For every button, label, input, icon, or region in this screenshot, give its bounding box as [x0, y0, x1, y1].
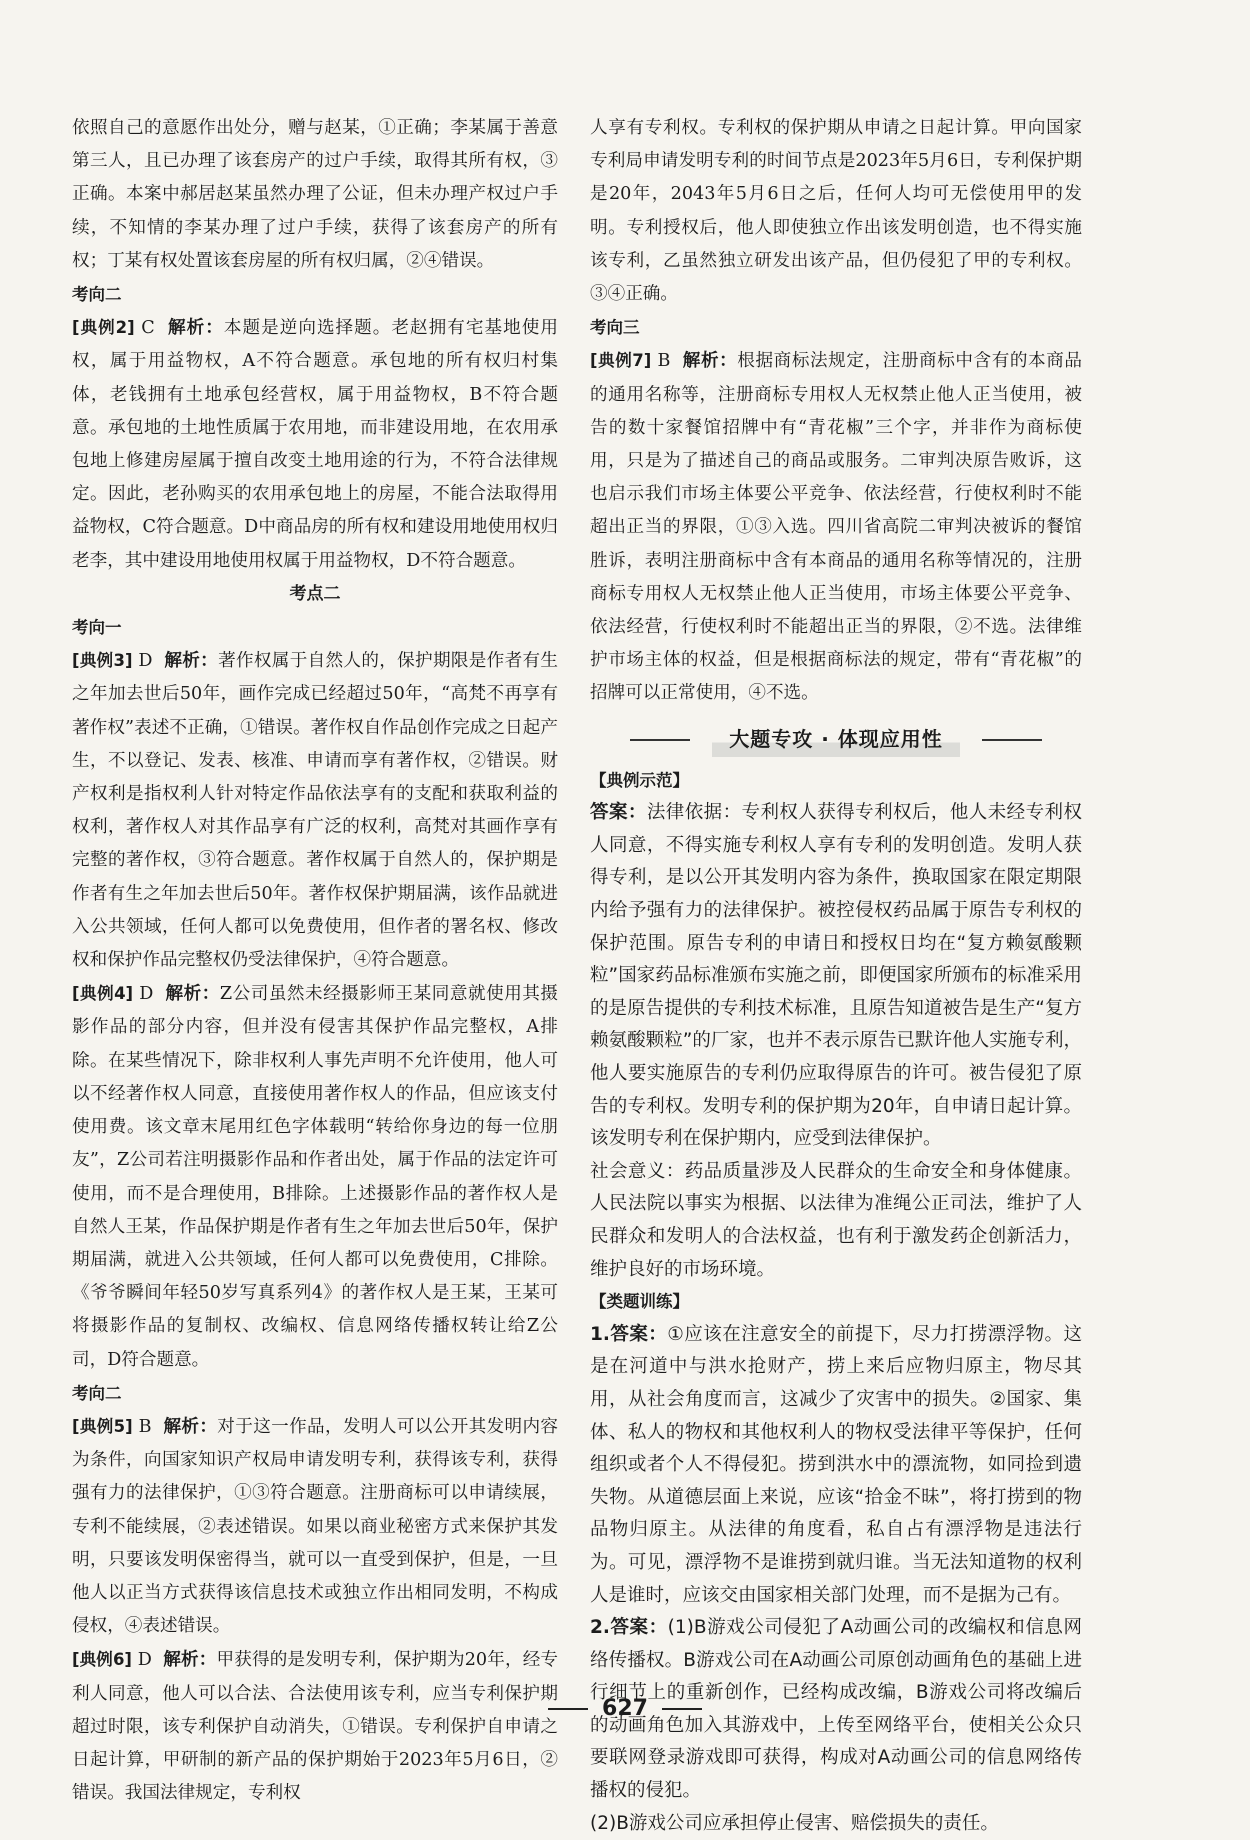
answer-label: 答案：	[590, 802, 647, 824]
analysis-label: 解析：	[682, 351, 738, 372]
example-4	[72, 977, 558, 1376]
answer-letter: D	[137, 1650, 152, 1671]
analysis-text: 著作权属于自然人的，保护期限是作者有生之年加去世后50年，画作完成已经超过50年，“高梵不再享有著作权”表述不正确，①错误。著作权自作品创作完成之日起产生，不以登记、发表、核准、申请而享有著作权，②错误。财产权利是指权利人针对特定作品依法享有的支配和获取利益的权利，著作权人对其作品享有广泛的权利，高梵对其画作享有完整的著作权，③符合题意。著作权属于自然人的，保护期是作者有生之年加去世后50年。著作权保护期届满，该作品就进入公共领域，任何人都可以免费使用，但作者的署名权、修改权和保护作品完整权仍受法律保护，④符合题意。	[72, 651, 558, 971]
question-label: 2.答案：	[590, 1617, 668, 1639]
subsection-heading: 【类题训练】	[590, 1292, 689, 1312]
example-5	[72, 1410, 558, 1643]
analysis-label: 解析：	[163, 1416, 218, 1437]
right-column	[590, 112, 1082, 1840]
paragraph: 依照自己的意愿作出处分，赠与赵某，①正确；李某属于善意第三人，且已办理了该套房产的过户手续，取得其所有权，③正确。本案中郝居赵某虽然办理了公证，但未办理产权过户手续，不知情的李某办理了过户手续，获得了该套房产的所有权；丁某有权处置该套房屋的所有权归属，②④错误。	[72, 118, 558, 271]
analysis-label: 解析：	[165, 984, 220, 1005]
question-answer: (1)B游戏公司侵犯了A动画公司的改编权和信息网络传播权。B游戏公司在A动画公司原创动画角色的基础上进行细节上的重新创作，已经构成改编，B游戏公司将改编后的动画角色加入其游戏中，上传至网络平台，使相关公众只要联网登录游戏即可获得，构成对A动画公司的信息网络传播权的侵犯。	[590, 1617, 1082, 1802]
question-answer: ①应该在注意安全的前提下，尽力打捞漂浮物。这是在河道中与洪水抢财产，捞上来后应物归原主，物尽其用，从社会角度而言，这减少了灾害中的损失。②国家、集体、私人的物权和其他权利人的物权受法律平等保护，任何组织或者个人不得侵犯。捞到洪水中的漂流物，如同捡到遗失物。从道德层面上来说，应该“拾金不昧”，将打捞到的物品物归原主。从法律的角度看，私自占有漂浮物是违法行为。可见，漂浮物不是谁捞到就归谁。当无法知道物的权利人是谁时，应该交由国家相关部门处理，而不是据为己有。	[590, 1323, 1082, 1606]
analysis-label: 解析：	[164, 651, 219, 672]
section-banner	[590, 721, 1082, 757]
question-label: 1.答案：	[590, 1323, 668, 1345]
answer-text: 法律依据：专利权人获得专利权后，他人未经专利权人同意，不得实施专利权人享有专利的发明创造。发明人获得专利，是以公开其发明内容为条件，换取国家在限定期限内给予强有力的法律保护。被控侵权药品属于原告专利权的保护范围。原告专利的申请日和授权日均在“复方赖氨酸颗粒”国家药品标准颁布实施之前，即便国家所颁布的标准采用的是原告提供的专利技术标准，且原告知道被告是生产“复方赖氨酸颗粒”的厂家，也并不表示原告已默许他人实施专利，他人要实施原告的专利仍应取得原告的许可。被告侵犯了原告的专利权。发明专利的保护期为20年，自申请日起计算。该发明专利在保护期内，应受到法律保护。	[590, 802, 1082, 1150]
example-label: [典例7]	[590, 351, 652, 371]
example-6	[72, 1643, 558, 1810]
example-2	[72, 311, 558, 578]
section-heading: 考向一	[72, 618, 122, 638]
analysis-text: Z公司虽然未经摄影师王某同意就使用其摄影作品的部分内容，但并没有侵害其保护作品完整权，A排除。在某些情况下，除非权利人事先声明不允许使用，他人可以不经著作权人同意，直接使用著作权人的作品，但应该支付使用费。该文章末尾用红色字体载明“转给你身边的每一位朋友”，Z公司若注明摄影作品和作者出处，属于作品的法定许可使用，而不是合理使用，B排除。上述摄影作品的著作权人是自然人王某，作品保护期是作者有生之年加去世后50年，保护期届满，就进入公共领域，任何人都可以免费使用，C排除。《爷爷瞬间年轻50岁写真系列4》的著作权人是王某，王某可将摄影作品的复制权、改编权、信息网络传播权转让给Z公司，D符合题意。	[72, 984, 558, 1370]
answer-letter: D	[139, 984, 154, 1005]
analysis-text: 对于这一作品，发明人可以公开其发明内容为条件，向国家知识产权局申请发明专利，获得该专利，获得强有力的法律保护，①③符合题意。注册商标可以申请续展，专利不能续展，②表述错误。如果以商业秘密方式来保护其发明，只要该发明保密得当，就可以一直受到保护，但是，一旦他人以正当方式获得该信息技术或独立作出相同发明，不构成侵权，④表述错误。	[72, 1416, 558, 1637]
example-3	[72, 644, 558, 977]
worked-example	[590, 765, 1082, 1840]
question-1	[590, 1319, 1082, 1612]
example-label: [典例6]	[72, 1650, 132, 1670]
page-number: 627	[602, 1696, 648, 1721]
left-column	[72, 112, 558, 1810]
subsection-heading: 【典例示范】	[590, 770, 689, 790]
analysis-label: 解析：	[167, 318, 224, 339]
paragraph: 人享有专利权。专利权的保护期从申请之日起计算。甲向国家专利局申请发明专利的时间节点是2023年5月6日，专利保护期是20年，2043年5月6日之后，任何人均可无偿使用甲的发明。专利授权后，他人即使独立作出该发明创造，也不得实施该专利，乙虽然独立研发出该产品，但仍侵犯了甲的专利权。③④正确。	[590, 118, 1082, 305]
analysis-text: 甲获得的是发明专利，保护期为20年，经专利人同意，他人可以合法、合法使用该专利，应当专利保护期超过时限，该专利保护自动消失，①错误。专利保护自申请之日起计算，甲研制的新产品的保护期始于2023年5月6日，②错误。我国法律规定，专利权	[72, 1650, 559, 1804]
example-7	[590, 344, 1082, 710]
answer-letter: B	[657, 351, 671, 372]
section-heading: 考向二	[72, 285, 122, 305]
question-2-part-2: (2)B游戏公司应承担停止侵害、赔偿损失的责任。	[590, 1812, 999, 1834]
analysis-text: 根据商标法规定，注册商标中含有的本商品的通用名称等，注册商标专用权人无权禁止他人正当使用，被告的数十家餐馆招牌中有“青花椒”三个字，并非作为商标使用，只是为了描述自己的商品或服务。二审判决原告败诉，这也启示我们市场主体要公平竞争、依法经营，行使权利时不能超出正当的界限，①③入选。四川省高院二审判决被诉的餐馆胜诉，表明注册商标中含有本商品的通用名称等情况的，注册商标专用权人无权禁止他人正当使用，市场主体要公平竞争、依法经营，行使权利时不能超出正当的界限，②不选。法律维护市场主体的权益，但是根据商标法的规定，带有“青花椒”的招牌可以正常使用，④不选。	[590, 351, 1082, 704]
example-label: [典例4]	[72, 984, 134, 1004]
example-label: [典例2]	[72, 318, 135, 338]
section-heading: 考向二	[72, 1383, 122, 1403]
answer-letter: C	[141, 318, 155, 339]
banner-title: 大题专攻 · 体现应用性	[712, 721, 960, 757]
footer-dash	[662, 1708, 702, 1710]
analysis-label: 解析：	[163, 1650, 217, 1671]
footer-dash	[548, 1708, 588, 1710]
answer-letter: D	[138, 651, 153, 672]
analysis-text: 本题是逆向选择题。老赵拥有宅基地使用权，属于用益物权，A不符合题意。承包地的所有权归村集体，老钱拥有土地承包经营权，属于用益物权，B不符合题意。承包地的土地性质属于农用地，而非建设用地，在农用承包地上修建房屋属于擅自改变土地用途的行为，不符合法律规定。因此，老孙购买的农用承包地上的房屋，不能合法取得用益物权，C符合题意。D中商品房的所有权和建设用地使用权归老李，其中建设用地使用权属于用益物权，D不符合题意。	[72, 318, 558, 571]
section-heading: 考向三	[590, 318, 640, 338]
answer-block	[590, 797, 1082, 1156]
example-label: [典例5]	[72, 1416, 133, 1436]
exam-point-heading: 考点二	[289, 583, 341, 604]
page-footer	[0, 1696, 1250, 1721]
example-label: [典例3]	[72, 651, 133, 671]
answer-letter: B	[138, 1416, 152, 1437]
social-significance: 社会意义：药品质量涉及人民群众的生命安全和身体健康。人民法院以事实为根据、以法律为准绳公正司法，维护了人民群众和发明人的合法权益，也有利于激发药企创新活力，维护良好的市场环境。	[590, 1160, 1082, 1280]
